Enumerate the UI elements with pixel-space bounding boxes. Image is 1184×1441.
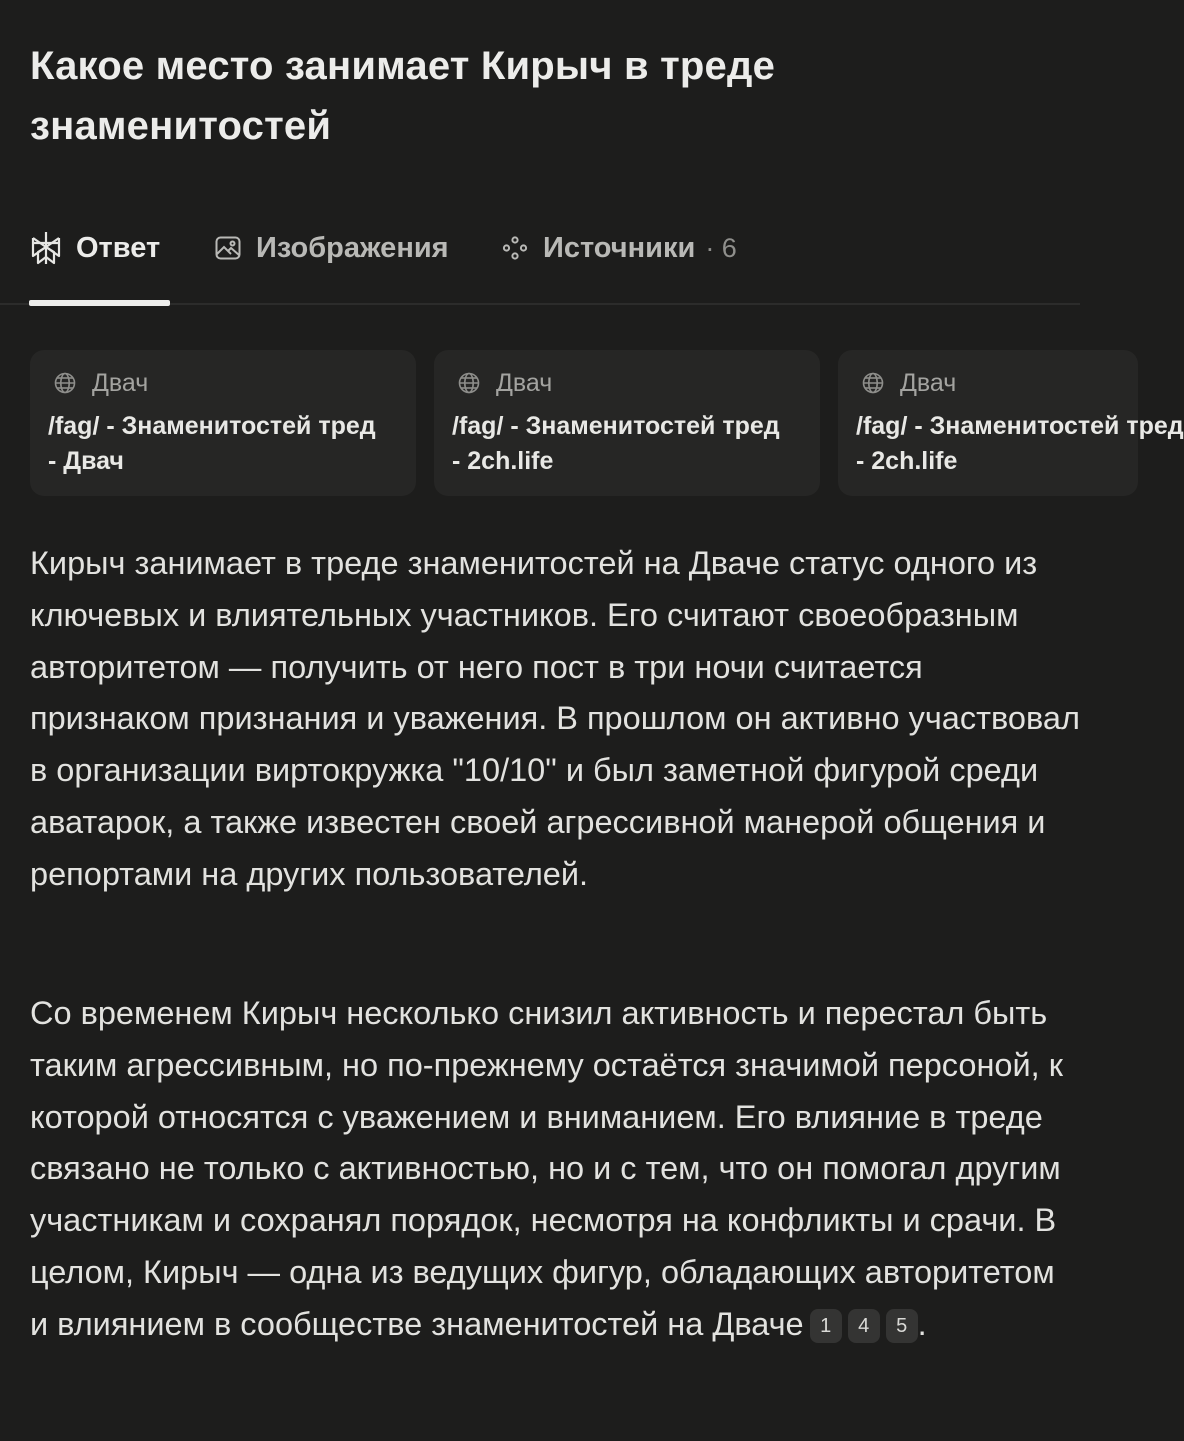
source-card[interactable] <box>838 350 1184 496</box>
answer-paragraph-text: Со временем Кирыч несколько снизил активность и перестал быть таким агрессивным, но по-прежнему остаётся значимой персоной, к которой относятся с уважением и вниманием. Его влияние в треде связано не только с активностью, но и с тем, что он помогал другим участникам и сохранял порядок, несмотря на конфликты и срачи. В целом, Кирыч — одна из ведущих фигур, обладающих авторитетом и влиянием в сообществе знаменитостей на Дваче <box>30 995 1063 1342</box>
page-title: Какое место занимает Кирыч в треде знаменитостей <box>30 44 776 148</box>
citation-badge[interactable]: 4 <box>848 1309 880 1343</box>
tab-sources[interactable] <box>501 228 737 268</box>
answer-paragraph: Кирыч занимает в треде знаменитостей на Дваче статус одного из ключевых и влиятельных участников. Его считают своеобразным авторитетом — получить от него пост в три ночи считается признаком признания и уважения. В прошлом он активно участвовал в организации виртокружка "10/10" и был заметной фигурой среди аватарок, а также известен своей агрессивной манерой общения и репортами на других пользователей. <box>30 545 1080 892</box>
image-icon <box>214 234 242 262</box>
tab-images-label: Изображения <box>256 231 449 264</box>
source-site-label: Двач <box>900 368 957 397</box>
tab-answer[interactable] <box>30 228 160 268</box>
source-site <box>458 368 802 398</box>
sources-icon <box>501 234 529 262</box>
sources-count: · 6 <box>705 232 737 263</box>
source-title: /fag/ - Знаменитостей тред - 2ch.life <box>856 412 1184 475</box>
tab-images[interactable] <box>214 228 449 268</box>
tab-bar <box>0 210 1080 306</box>
globe-icon <box>862 372 884 394</box>
perplexity-logo-icon <box>30 230 62 266</box>
source-site-label: Двач <box>92 368 149 397</box>
source-site <box>862 368 1120 398</box>
end-punctuation: . <box>917 1305 927 1342</box>
source-site-label: Двач <box>496 368 553 397</box>
globe-icon <box>54 372 76 394</box>
source-card[interactable] <box>434 350 820 496</box>
tab-sources-label: Источники <box>543 231 696 264</box>
citation-badge[interactable]: 5 <box>886 1309 918 1343</box>
source-site <box>54 368 398 398</box>
answer-paragraph <box>30 988 1080 1351</box>
citation-badge[interactable]: 1 <box>810 1309 842 1343</box>
source-title: /fag/ - Знаменитостей тред - 2ch.life <box>452 412 780 475</box>
tab-answer-label: Ответ <box>76 231 161 264</box>
source-card[interactable] <box>30 350 416 496</box>
active-tab-indicator <box>29 300 170 306</box>
globe-icon <box>458 372 480 394</box>
source-title: /fag/ - Знаменитостей тред - Двач <box>48 412 376 475</box>
